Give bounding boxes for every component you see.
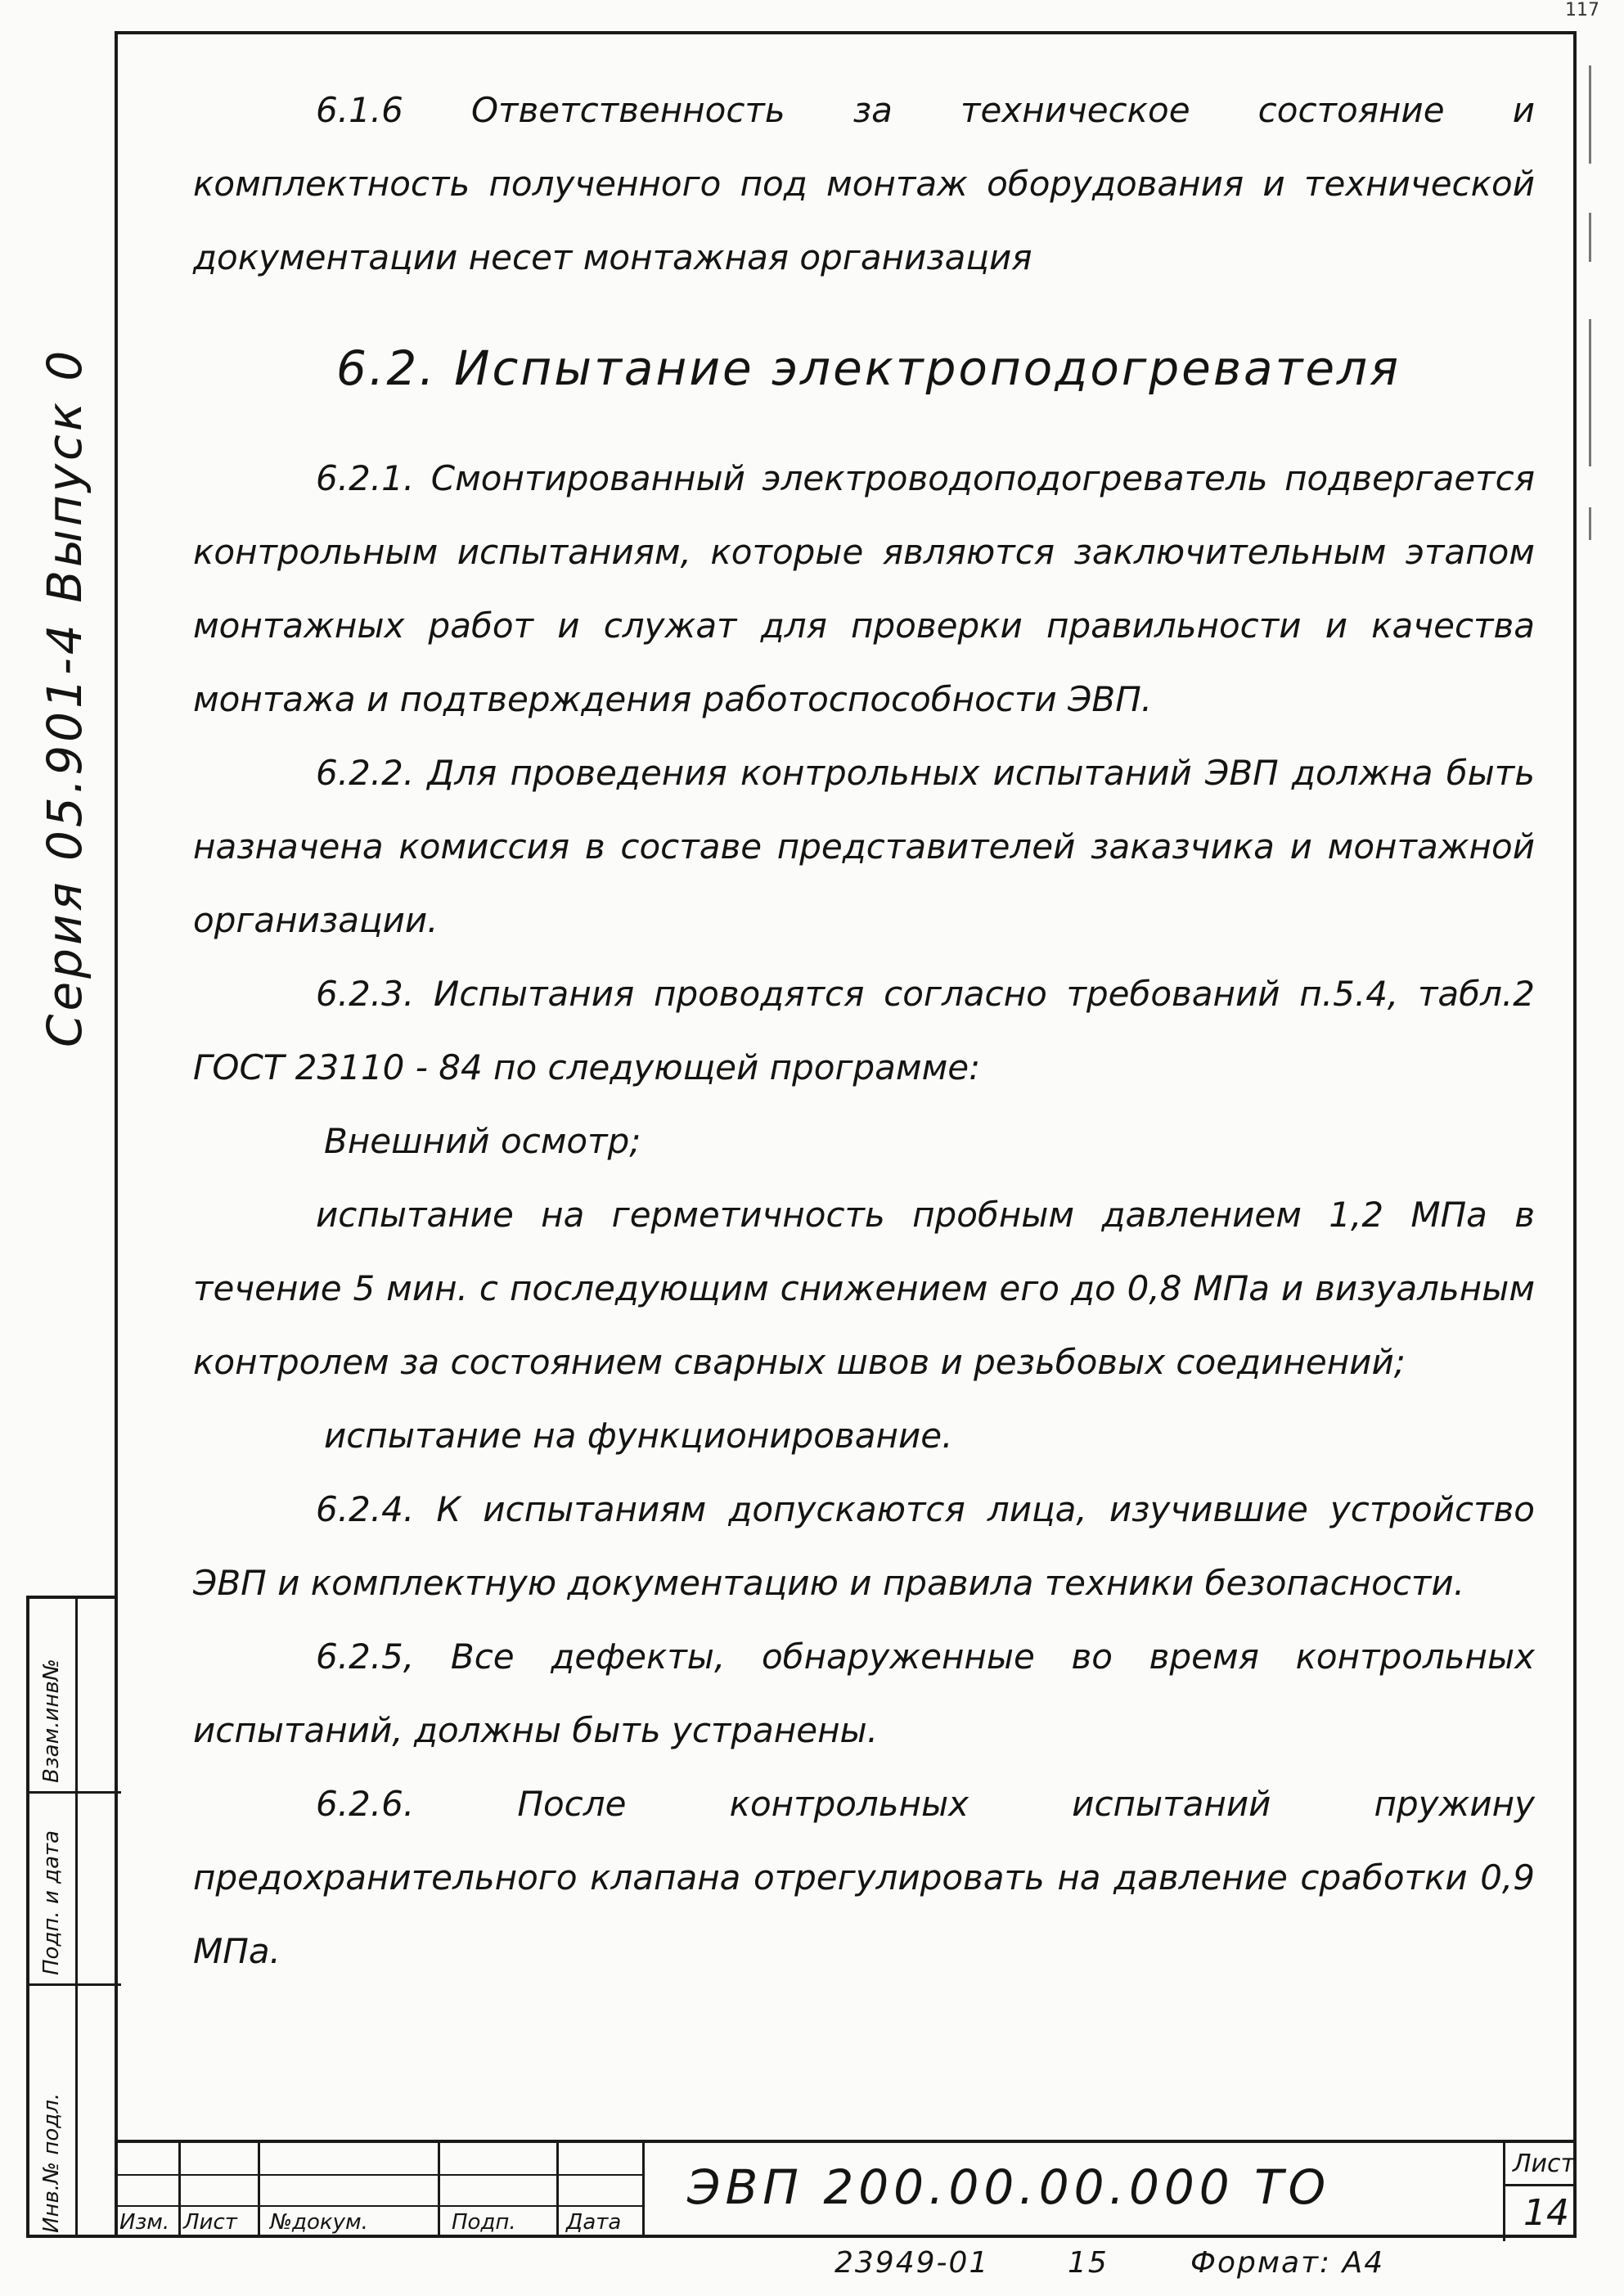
sheet-label: Лист [1513,2150,1576,2178]
paragraph-6-2-3: 6.2.3. Испытания проводятся согласно требований п.5.4, табл.2 ГОСТ 23110 - 84 по следующей программе: [193,974,1535,1087]
sheet-box [1503,2143,1577,2241]
paragraph-6-2-1: 6.2.1. Смонтированный электроводоподогреватель подвергается контрольным испытаниям, которые являются заключительным этапом монтажных работ и служат для проверки правильности и качества монтажа и подтверждения работоспособности ЭВП. [193,458,1535,719]
approval-stamp-strip [26,1596,118,2238]
document-body [193,74,1535,1988]
order-number: 23949-01 [834,2246,990,2280]
page-corner-mark: 117 [1565,0,1599,20]
paragraph-6-2-2: 6.2.2. Для проведения контрольных испытаний ЭВП должна быть назначена комиссия в составе представителей заказчика и монтажной организации. [193,753,1535,940]
paragraph-6-2-4: 6.2.4. К испытаниям допускаются лица, изучившие устройство ЭВП и комплектную документацию и правила техники безопасности. [193,1489,1535,1603]
section-heading: 6.2. Испытание электроподогревателя [336,340,1401,396]
title-block [115,2140,1577,2238]
izm-label: Изм. [119,2210,170,2235]
ndokum-label: №докум. [270,2210,368,2235]
paragraph-6-2-6: 6.2.6. После контрольных испытаний пружину предохранительного клапана отрегулировать на давление сработки 0,9 МПа. [193,1784,1535,1971]
vzam-inv-label: Взам.инв№ [39,1659,64,1783]
program-item-1: Внешний осмотр; [324,1121,641,1161]
data-label: Дата [566,2210,622,2235]
binding-marks [1582,49,1599,540]
format-label: Формат: А4 [1190,2246,1385,2280]
podp-label: Подп. [452,2210,516,2235]
list-label: Лист [183,2210,237,2235]
paragraph-6-2-5: 6.2.5, Все дефекты, обнаруженные во время контрольных испытаний, должны быть устранены. [193,1636,1535,1750]
document-code: ЭВП 200.00.00.000 ТО [687,2159,1331,2215]
inv-podl-label: Инв.№ подл. [39,2092,64,2233]
copy-number: 15 [1068,2246,1109,2280]
program-item-2: испытание на герметичность пробным давлением 1,2 МПа в течение 5 мин. с последующим снижением его до 0,8 МПа и визуальным контролем за состоянием сварных швов и резьбовых соединений; [193,1195,1535,1382]
series-title: Серия 05.901-4 Выпуск 0 [37,347,92,1047]
podp-data-label: Подп. и дата [39,1830,64,1975]
sheet-number: 14 [1523,2192,1569,2234]
program-item-3: испытание на функционирование. [324,1416,953,1456]
paragraph-6-1-6: 6.1.6 Ответственность за техническое состояние и комплектность полученного под монтаж оборудования и технической документации несет монтажная организация [193,90,1535,277]
